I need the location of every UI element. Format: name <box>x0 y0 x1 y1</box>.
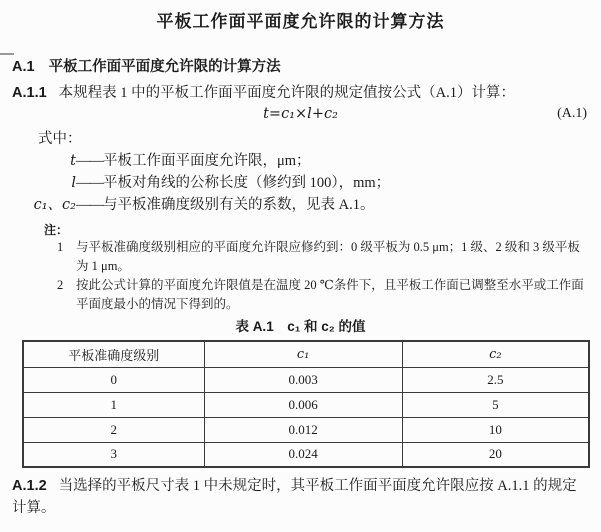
section-a1-title: 平板工作面平面度允许限的计算方法 <box>48 59 281 75</box>
definition-dash: —— <box>76 175 103 191</box>
definition-row-l <box>0 172 601 194</box>
clause-a12 <box>12 475 589 519</box>
note-1-text: 与平板准确度级别相应的平面度允许限应修约到：0 级平板为 0.5 μm；1 级、2 级和 3 级平板为 1 μm。 <box>76 240 580 273</box>
table-cell-c1: 0.012 <box>204 417 402 442</box>
clause-a11-text: 本规程表 1 中的平板工作面平面度允许限的规定值按公式（A.1）计算： <box>58 85 516 101</box>
note-2-number: 2 <box>57 278 64 292</box>
definition-text-c1c2: 与平板准确度级别有关的系数，见表 A.1。 <box>103 197 375 213</box>
definition-text-t: 平板工作面平面度允许限，μm； <box>103 153 311 169</box>
definition-term-l: l <box>71 175 76 191</box>
definition-dash: —— <box>76 153 103 169</box>
clause-a11-number: A.1.1 <box>12 85 47 101</box>
table-cell-c1: 0.006 <box>204 392 402 417</box>
table-row <box>23 367 589 392</box>
table-row <box>23 442 589 467</box>
notes-block <box>0 222 601 314</box>
table-cell-grade: 2 <box>23 417 204 442</box>
definition-text-l: 平板对角线的公称长度（修约到 100），mm； <box>103 175 391 191</box>
note-1 <box>57 238 585 276</box>
table-cell-c2: 10 <box>402 417 589 442</box>
table-cell-c1: 0.024 <box>204 442 402 467</box>
table-cell-c2: 2.5 <box>402 367 589 392</box>
definition-dash: —— <box>76 197 103 213</box>
formula-var-t: t <box>263 106 269 122</box>
formula-equation-number: (A.1) <box>557 106 587 121</box>
clause-a12-number: A.1.2 <box>12 478 47 494</box>
where-label: 式中： <box>38 131 82 147</box>
formula-equals-sign: = <box>268 106 282 122</box>
note-2 <box>57 276 585 314</box>
clause-a11 <box>12 84 589 103</box>
formula-a1-row <box>0 105 601 123</box>
scan-artifact <box>0 53 14 55</box>
table-cell-grade: 1 <box>23 392 204 417</box>
table-header-grade: 平板准确度级别 <box>23 341 204 367</box>
formula-var-l: l <box>307 106 312 122</box>
table-row <box>23 392 589 417</box>
table-header-c2: c₂ <box>402 341 589 367</box>
formula-var-c2: c₂ <box>323 106 338 122</box>
table-header-c1: c₁ <box>204 341 402 367</box>
note-1-number: 1 <box>57 240 64 254</box>
clause-a12-text: 当选择的平板尺寸表 1 中未规定时，其平板工作面平面度允许限应按 A.1.1 的规定计算。 <box>12 478 577 516</box>
definition-row-c1c2 <box>0 194 601 216</box>
definition-list <box>0 150 601 216</box>
table-cell-c1: 0.003 <box>204 367 402 392</box>
notes-label: 注： <box>44 223 69 237</box>
table-cell-grade: 0 <box>23 367 204 392</box>
table-a1-caption: 表 A.1 c₁ 和 c₂ 的值 <box>235 319 366 334</box>
table-cell-c2: 20 <box>402 442 589 467</box>
section-a1-number: A.1 <box>12 59 35 75</box>
note-2-text: 按此公式计算的平面度允许限值是在温度 20 ℃条件下，且平板工作面已调整至水平或工作面平面度最小的情况下得到的。 <box>76 278 584 311</box>
formula-var-c1: c₁ <box>281 106 296 122</box>
section-a1-heading <box>12 58 589 77</box>
formula-times-sign: × <box>295 106 308 122</box>
definition-term-t: t <box>70 153 76 169</box>
page-title: 平板工作面平面度允许限的计算方法 <box>156 12 445 31</box>
table-header-row <box>23 341 589 367</box>
table-cell-c2: 5 <box>402 392 589 417</box>
formula-plus-sign: + <box>311 106 324 122</box>
table-cell-grade: 3 <box>23 442 204 467</box>
table-row <box>23 417 589 442</box>
coefficient-table <box>22 340 590 468</box>
definition-term-c1c2: c₁、c₂ <box>33 197 76 213</box>
formula-a1 <box>263 106 338 122</box>
definition-row-t <box>0 150 601 172</box>
